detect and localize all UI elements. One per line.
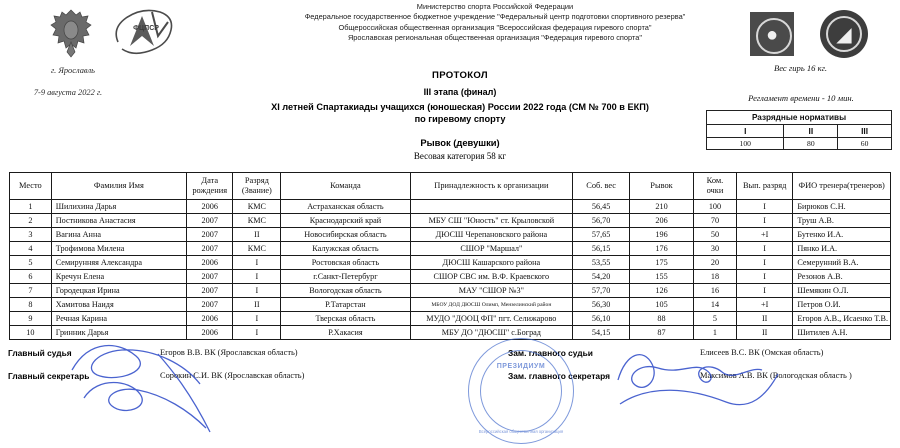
event-dates: 7-9 августа 2022 г. bbox=[33, 88, 103, 97]
column-header-rank bbox=[233, 173, 281, 200]
cell-organization: МУДО "ДООЦ ФП" пгт. Селижарово bbox=[410, 312, 573, 326]
cell-place: 10 bbox=[10, 326, 52, 340]
cell-snatch: 88 bbox=[630, 312, 694, 326]
cell-team: Астраханская область bbox=[281, 200, 410, 214]
cell-place: 6 bbox=[10, 270, 52, 284]
column-header-bodyweight: Соб. вес bbox=[573, 173, 630, 200]
cell-name: Кречун Елена bbox=[51, 270, 186, 284]
table-row bbox=[10, 298, 891, 312]
cell-team: Р.Татарстан bbox=[281, 298, 410, 312]
title-block bbox=[200, 70, 720, 161]
cell-name: Речная Карина bbox=[51, 312, 186, 326]
document-header bbox=[0, 0, 900, 168]
cell-organization: МБОУ ДОД ДЮСШ Олимп, Мензелинский район bbox=[410, 298, 573, 312]
cell-team-points: 50 bbox=[693, 228, 736, 242]
cell-team: Калужская область bbox=[281, 242, 410, 256]
cell-rank: I bbox=[233, 256, 281, 270]
cell-name: Городецкая Ирина bbox=[51, 284, 186, 298]
cell-rank-achieved: I bbox=[737, 214, 793, 228]
cell-snatch: 105 bbox=[630, 298, 694, 312]
cell-rank-achieved: +I bbox=[737, 228, 793, 242]
event-title: Рывок (девушки) bbox=[420, 137, 500, 148]
cell-rank: II bbox=[233, 298, 281, 312]
cell-place: 9 bbox=[10, 312, 52, 326]
cell-rank-achieved: I bbox=[737, 242, 793, 256]
cell-place: 4 bbox=[10, 242, 52, 256]
column-header-points-line1: Ком. bbox=[706, 176, 724, 185]
official-stamp bbox=[468, 338, 574, 444]
cell-organization: ДЮСШ Кашарского района bbox=[410, 256, 573, 270]
cell-rank-achieved: II bbox=[737, 312, 793, 326]
cell-organization: МАУ "СШОР №3" bbox=[410, 284, 573, 298]
cell-name: Постникова Анастасия bbox=[51, 214, 186, 228]
cell-snatch: 196 bbox=[630, 228, 694, 242]
time-regulation-note: Регламент времени - 10 мин. bbox=[748, 93, 854, 103]
cell-rank: I bbox=[233, 270, 281, 284]
organizer-list bbox=[225, 2, 765, 43]
cell-team: Краснодарский край bbox=[281, 214, 410, 228]
rank-norm-value-2: 80 bbox=[784, 138, 838, 150]
chief-secretary-value: Сорокин С.И. ВК (Ярославская область) bbox=[160, 371, 305, 380]
table-row bbox=[10, 200, 891, 214]
fcpsr-logo-icon bbox=[108, 2, 180, 64]
cell-organization: СШОР "Маршал" bbox=[410, 242, 573, 256]
cell-organization: СШОР СВС им. В.Ф. Краевского bbox=[410, 270, 573, 284]
cell-team-points: 16 bbox=[693, 284, 736, 298]
cell-organization: МБУ ДО "ДЮСШ" с.Боград bbox=[410, 326, 573, 340]
cell-place: 5 bbox=[10, 256, 52, 270]
cell-name: Семирунняя Александра bbox=[51, 256, 186, 270]
chief-secretary-label: Главный секретарь bbox=[8, 371, 90, 381]
cell-place: 8 bbox=[10, 298, 52, 312]
deputy-secretary-value: Максимов А.В. ВК (Вологодская область ) bbox=[700, 371, 852, 380]
cell-place: 2 bbox=[10, 214, 52, 228]
stamp-text: ПРЕЗИДИУМ bbox=[496, 363, 546, 370]
deputy-secretary-label: Зам. главного секретаря bbox=[508, 371, 610, 381]
cell-bodyweight: 56,45 bbox=[573, 200, 630, 214]
cell-rank: I bbox=[233, 312, 281, 326]
cell-team: Р.Хакасия bbox=[281, 326, 410, 340]
cell-snatch: 155 bbox=[630, 270, 694, 284]
cell-coach: Егоров А.В., Исаенко Т.В. bbox=[793, 312, 891, 326]
cell-rank: КМС bbox=[233, 214, 281, 228]
cell-coach: Труш А.В. bbox=[793, 214, 891, 228]
cell-born: 2006 bbox=[187, 326, 233, 340]
cell-bodyweight: 54,15 bbox=[573, 326, 630, 340]
column-header-points-line2: очки bbox=[706, 186, 724, 195]
column-header-born-line1: Дата bbox=[201, 176, 219, 185]
chief-judge-value: Егоров В.В. ВК (Ярославская область) bbox=[160, 348, 298, 357]
rank-norm-header-1: I bbox=[707, 125, 784, 138]
results-table-body bbox=[10, 200, 891, 340]
column-header-rank-achieved: Вып. разряд bbox=[737, 173, 793, 200]
kettlebell-federation-logo-icon: ● bbox=[750, 12, 794, 56]
cell-bodyweight: 56,10 bbox=[573, 312, 630, 326]
cell-born: 2007 bbox=[187, 298, 233, 312]
cell-coach: Бирюков С.Н. bbox=[793, 200, 891, 214]
cell-bodyweight: 57,70 bbox=[573, 284, 630, 298]
column-header-name: Фамилия Имя bbox=[51, 173, 186, 200]
cell-place: 1 bbox=[10, 200, 52, 214]
rank-norm-header-2: II bbox=[784, 125, 838, 138]
organizer-line-4: Ярославская региональная общественная организация "Федерация гиревого спорта" bbox=[347, 32, 643, 42]
results-table bbox=[9, 172, 891, 340]
cell-born: 2007 bbox=[187, 242, 233, 256]
cell-name: Вагина Анна bbox=[51, 228, 186, 242]
cell-snatch: 126 bbox=[630, 284, 694, 298]
deputy-judge-value: Елисеев В.С. ВК (Омская область) bbox=[700, 348, 824, 357]
cell-organization bbox=[410, 200, 573, 214]
cell-snatch: 175 bbox=[630, 256, 694, 270]
cell-snatch: 206 bbox=[630, 214, 694, 228]
cell-coach: Шитилев А.Н. bbox=[793, 326, 891, 340]
cell-name: Гринник Дарья bbox=[51, 326, 186, 340]
deputy-judge-label: Зам. главного судьи bbox=[508, 348, 593, 358]
cell-snatch: 87 bbox=[630, 326, 694, 340]
cell-coach: Бутенко И.А. bbox=[793, 228, 891, 242]
cell-bodyweight: 56,30 bbox=[573, 298, 630, 312]
cell-organization: МБУ СШ "Юность" ст. Крыловской bbox=[410, 214, 573, 228]
cell-name: Шилихина Дарья bbox=[51, 200, 186, 214]
cell-team-points: 5 bbox=[693, 312, 736, 326]
table-header-row bbox=[10, 173, 891, 200]
cell-team-points: 1 bbox=[693, 326, 736, 340]
cell-team: г.Санкт-Петербург bbox=[281, 270, 410, 284]
cell-team: Вологодская область bbox=[281, 284, 410, 298]
cell-rank: КМС bbox=[233, 242, 281, 256]
cell-rank-achieved: I bbox=[737, 284, 793, 298]
table-row bbox=[10, 270, 891, 284]
cell-rank-achieved: I bbox=[737, 200, 793, 214]
regional-federation-logo-icon: ◢ bbox=[820, 10, 868, 58]
cell-team: Новосибирская область bbox=[281, 228, 410, 242]
cell-rank-achieved: +I bbox=[737, 298, 793, 312]
cell-team-points: 30 bbox=[693, 242, 736, 256]
svg-text:ФЦПСР: ФЦПСР bbox=[133, 25, 159, 32]
column-header-place: Место bbox=[10, 173, 52, 200]
organizer-line-3: Общероссийская общественная организация "Всероссийская федерация гиревого спорта" bbox=[338, 22, 652, 32]
rank-norms-title: Разрядные нормативы bbox=[707, 111, 892, 125]
cell-bodyweight: 56,15 bbox=[573, 242, 630, 256]
cell-rank: I bbox=[233, 326, 281, 340]
cell-team-points: 14 bbox=[693, 298, 736, 312]
cell-bodyweight: 57,65 bbox=[573, 228, 630, 242]
cell-born: 2006 bbox=[187, 200, 233, 214]
cell-born: 2007 bbox=[187, 214, 233, 228]
column-header-born-line2: рождения bbox=[192, 186, 228, 195]
table-row bbox=[10, 256, 891, 270]
cell-snatch: 176 bbox=[630, 242, 694, 256]
cell-name: Трофимова Милена bbox=[51, 242, 186, 256]
cell-born: 2006 bbox=[187, 312, 233, 326]
cell-bodyweight: 54,20 bbox=[573, 270, 630, 284]
cell-born: 2007 bbox=[187, 284, 233, 298]
organizer-line-1: Министерство спорта Российской Федерации bbox=[416, 2, 574, 11]
cell-rank-achieved: I bbox=[737, 256, 793, 270]
column-header-team-points bbox=[693, 173, 736, 200]
rank-norm-header-3: III bbox=[838, 125, 892, 138]
cell-team: Ростовская область bbox=[281, 256, 410, 270]
city-label: г. Ярославль bbox=[51, 66, 95, 75]
table-row bbox=[10, 242, 891, 256]
column-header-snatch: Рывок bbox=[630, 173, 694, 200]
cell-coach: Петров О.И. bbox=[793, 298, 891, 312]
cell-organization: ДЮСШ Черепановского района bbox=[410, 228, 573, 242]
cell-team: Тверская область bbox=[281, 312, 410, 326]
rank-norm-value-1: 100 bbox=[707, 138, 784, 150]
column-header-born bbox=[187, 173, 233, 200]
organizer-line-2: Федеральное государственное бюджетное учреждение "Федеральный центр подготовки спортивного резерва" bbox=[304, 12, 686, 22]
rank-norms-table bbox=[706, 110, 892, 150]
sport-title: по гиревому спорту bbox=[414, 114, 506, 124]
cell-rank-achieved: I bbox=[737, 270, 793, 284]
cell-bodyweight: 53,55 bbox=[573, 256, 630, 270]
column-header-organization: Принадлежность к организации bbox=[410, 173, 573, 200]
competition-title: XI летней Спартакиады учащихся (юношеская) России 2022 года (СМ № 700 в ЕКП) bbox=[271, 102, 649, 112]
table-row bbox=[10, 312, 891, 326]
table-row bbox=[10, 228, 891, 242]
column-header-team: Команда bbox=[281, 173, 410, 200]
cell-rank: КМС bbox=[233, 200, 281, 214]
table-row bbox=[10, 284, 891, 298]
cell-born: 2007 bbox=[187, 270, 233, 284]
cell-place: 3 bbox=[10, 228, 52, 242]
rank-norm-value-3: 60 bbox=[838, 138, 892, 150]
stage-subtitle: III этапа (финал) bbox=[423, 87, 497, 97]
cell-snatch: 210 bbox=[630, 200, 694, 214]
table-row bbox=[10, 326, 891, 340]
cell-place: 7 bbox=[10, 284, 52, 298]
kettlebell-weight-note: Вес гирь 16 кг. bbox=[773, 63, 828, 73]
cell-coach: Пянко И.А. bbox=[793, 242, 891, 256]
russian-coat-of-arms-icon bbox=[42, 4, 100, 62]
table-row bbox=[10, 214, 891, 228]
cell-rank: II bbox=[233, 228, 281, 242]
column-header-rank-line1: Разряд bbox=[244, 176, 269, 185]
cell-born: 2007 bbox=[187, 228, 233, 242]
cell-coach: Семерунний В.А. bbox=[793, 256, 891, 270]
cell-team-points: 20 bbox=[693, 256, 736, 270]
cell-rank-achieved: II bbox=[737, 326, 793, 340]
cell-rank: I bbox=[233, 284, 281, 298]
cell-name: Хамитова Наидя bbox=[51, 298, 186, 312]
cell-team-points: 70 bbox=[693, 214, 736, 228]
cell-born: 2006 bbox=[187, 256, 233, 270]
signature-block bbox=[0, 344, 900, 448]
cell-coach: Резонов А.В. bbox=[793, 270, 891, 284]
cell-bodyweight: 56,70 bbox=[573, 214, 630, 228]
weight-category-label: Весовая категория 58 кг bbox=[413, 151, 507, 161]
page-title: ПРОТОКОЛ bbox=[432, 70, 488, 81]
cell-coach: Шемякин О.Л. bbox=[793, 284, 891, 298]
chief-judge-label: Главный судья bbox=[8, 348, 72, 358]
column-header-rank-line2: (Звание) bbox=[241, 186, 272, 195]
cell-team-points: 18 bbox=[693, 270, 736, 284]
cell-team-points: 100 bbox=[693, 200, 736, 214]
stamp-subtext: Всероссийская общественная организация bbox=[478, 429, 564, 434]
column-header-coach: ФИО тренера(тренеров) bbox=[793, 173, 891, 200]
